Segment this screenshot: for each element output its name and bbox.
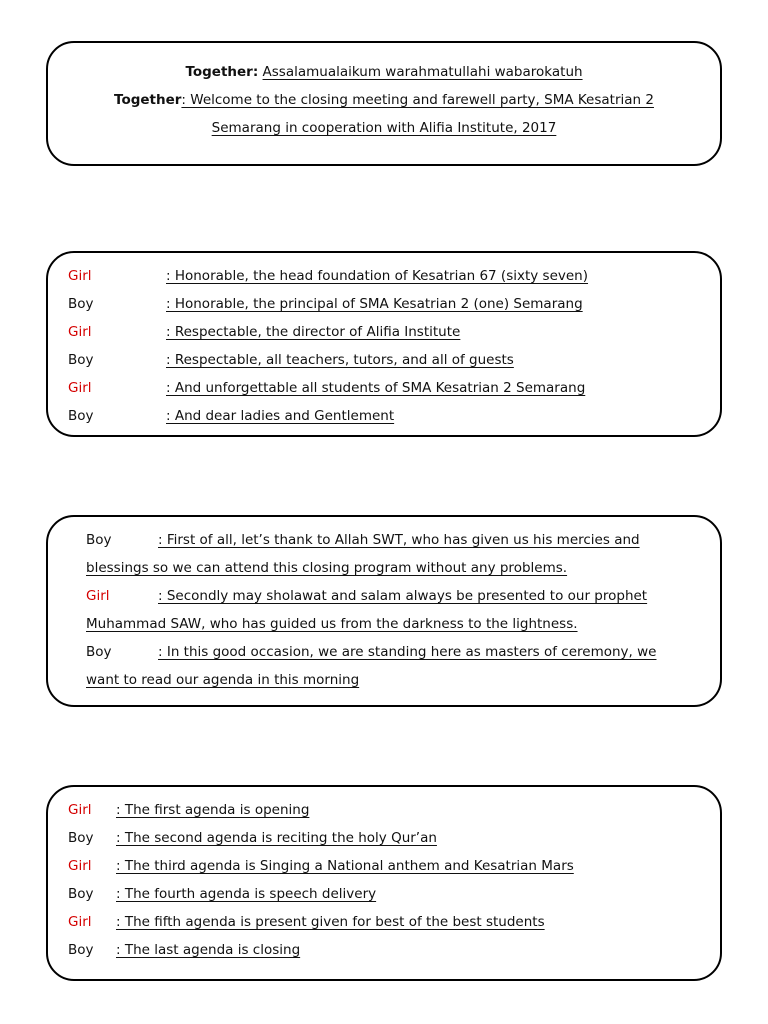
dialogue-line: blessings so we can attend this closing program without any problems. xyxy=(86,560,568,576)
dialogue-line: : And dear ladies and Gentlement xyxy=(166,408,395,424)
together-label-2: Together xyxy=(114,92,182,108)
speaker-boy: Boy xyxy=(86,532,112,548)
opening-box xyxy=(46,515,722,707)
speaker-boy: Boy xyxy=(68,830,94,846)
dialogue-line: : First of all, let’s thank to Allah SWT, who has given us his mercies and xyxy=(158,532,640,548)
speaker-girl: Girl xyxy=(68,324,92,340)
dialogue-line: : The last agenda is closing xyxy=(116,942,301,958)
greeting-line-2 xyxy=(48,91,720,109)
dialogue-line: : Honorable, the principal of SMA Kesatrian 2 (one) Semarang xyxy=(166,296,583,312)
cooperation-text: Semarang in cooperation with Alifia Institute, 2017 xyxy=(211,120,557,136)
greeting-line-1 xyxy=(48,63,720,81)
honorifics-box xyxy=(46,251,722,437)
speaker-girl: Girl xyxy=(68,914,92,930)
speaker-girl: Girl xyxy=(68,802,92,818)
greeting-line-3 xyxy=(48,119,720,137)
dialogue-line: : The second agenda is reciting the holy Qur’an xyxy=(116,830,437,846)
agenda-box xyxy=(46,785,722,981)
speaker-boy: Boy xyxy=(68,942,94,958)
dialogue-line: want to read our agenda in this morning xyxy=(86,672,360,688)
dialogue-line: : And unforgettable all students of SMA Kesatrian 2 Semarang xyxy=(166,380,586,396)
dialogue-line: : Respectable, all teachers, tutors, and all of guests xyxy=(166,352,514,368)
welcome-text: : Welcome to the closing meeting and farewell party, SMA Kesatrian 2 xyxy=(181,92,654,108)
dialogue-line: : Honorable, the head foundation of Kesatrian 67 (sixty seven) xyxy=(166,268,589,284)
dialogue-line: : In this good occasion, we are standing here as masters of ceremony, we xyxy=(158,644,657,660)
dialogue-line: : Secondly may sholawat and salam always be presented to our prophet xyxy=(158,588,648,604)
speaker-boy: Boy xyxy=(68,296,94,312)
greeting-box xyxy=(46,41,722,166)
dialogue-line: Muhammad SAW, who has guided us from the darkness to the lightness. xyxy=(86,616,578,632)
speaker-boy: Boy xyxy=(68,886,94,902)
speaker-girl: Girl xyxy=(68,380,92,396)
dialogue-line: : Respectable, the director of Alifia Institute xyxy=(166,324,461,340)
speaker-girl: Girl xyxy=(86,588,110,604)
speaker-boy: Boy xyxy=(68,352,94,368)
together-label: Together: xyxy=(185,64,259,80)
speaker-boy: Boy xyxy=(68,408,94,424)
speaker-girl: Girl xyxy=(68,858,92,874)
dialogue-line: : The first agenda is opening xyxy=(116,802,310,818)
dialogue-line: : The third agenda is Singing a National anthem and Kesatrian Mars xyxy=(116,858,574,874)
speaker-girl: Girl xyxy=(68,268,92,284)
greeting-text: Assalamualaikum warahmatullahi wabarokatuh xyxy=(262,64,583,80)
dialogue-line: : The fourth agenda is speech delivery xyxy=(116,886,377,902)
speaker-boy: Boy xyxy=(86,644,112,660)
dialogue-line: : The fifth agenda is present given for best of the best students xyxy=(116,914,545,930)
